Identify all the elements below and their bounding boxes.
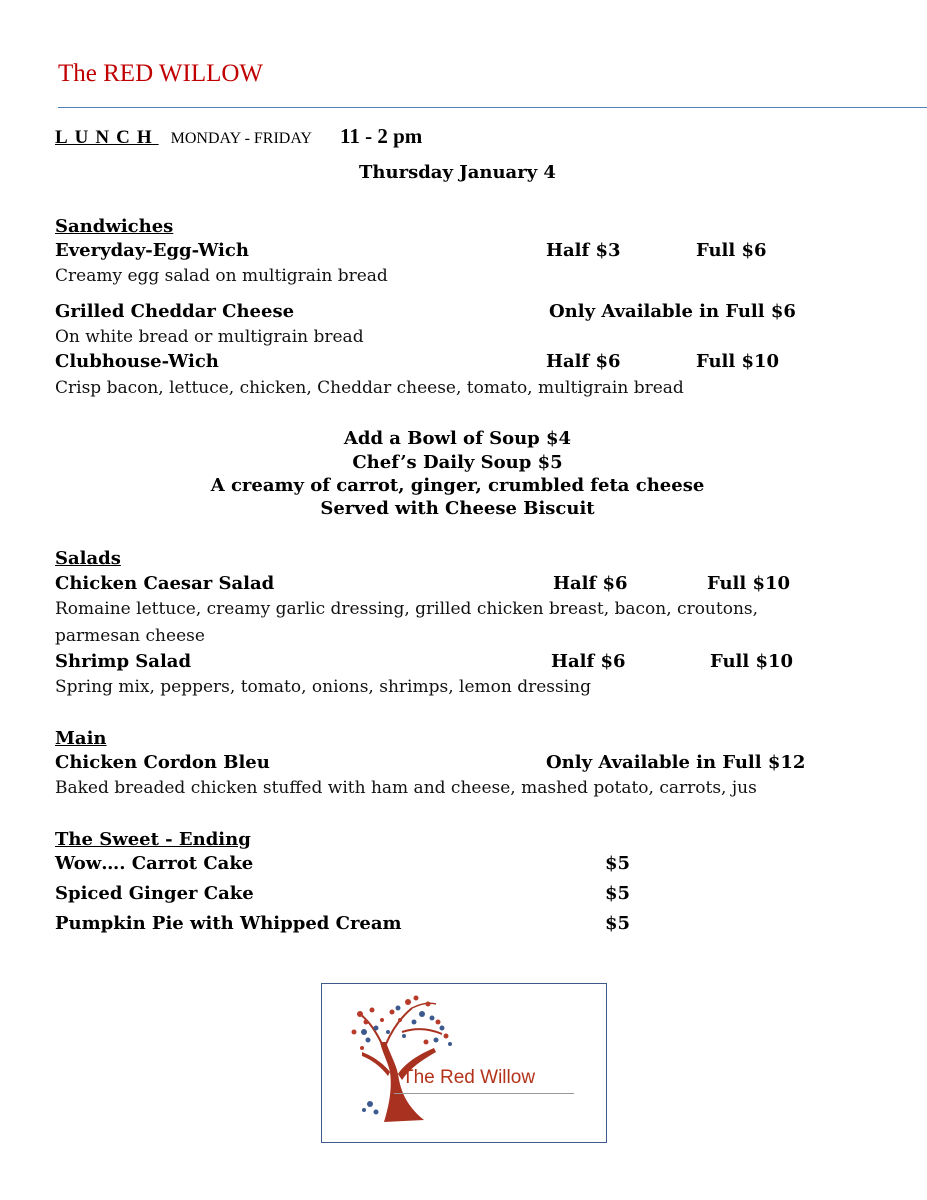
menu-item-name: Clubhouse-Wich	[55, 351, 219, 372]
full-only-price: Only Available in Full $6	[549, 301, 796, 322]
logo-text: The Red Willow	[402, 1067, 536, 1088]
dessert-price: $5	[605, 853, 631, 874]
dessert-name: Wow…. Carrot Cake	[55, 853, 254, 874]
section-title-sandwiches: Sandwiches	[55, 216, 174, 237]
menu-item-description: On white bread or multigrain bread	[55, 327, 364, 347]
menu-item-description: Creamy egg salad on multigrain bread	[55, 266, 388, 286]
half-price: Half $6	[546, 351, 621, 372]
full-price: Full $6	[696, 240, 767, 261]
lunch-hours: 11 - 2 pm	[339, 124, 423, 148]
half-price: Half $6	[553, 573, 628, 594]
willow-tree-icon	[342, 992, 472, 1132]
logo-frame	[321, 983, 607, 1143]
menu-item-description: Baked breaded chicken stuffed with ham and cheese, mashed potato, carrots, jus	[55, 778, 757, 798]
menu-item-description: parmesan cheese	[55, 626, 205, 646]
full-price: Full $10	[696, 351, 780, 372]
dessert-price: $5	[605, 913, 631, 934]
section-title-main: Main	[55, 728, 107, 749]
lunch-hours-line	[55, 124, 422, 149]
section-title-sweets: The Sweet - Ending	[55, 829, 251, 850]
menu-item-description: Crisp bacon, lettuce, chicken, Cheddar cheese, tomato, multigrain bread	[55, 378, 684, 398]
dessert-name: Spiced Ginger Cake	[55, 883, 254, 904]
dessert-name: Pumpkin Pie with Whipped Cream	[55, 913, 402, 934]
menu-item-name: Chicken Cordon Bleu	[55, 752, 270, 773]
lunch-heading: LUNCH	[55, 127, 159, 148]
full-only-price: Only Available in Full $12	[546, 752, 806, 773]
menu-item-description: Romaine lettuce, creamy garlic dressing, grilled chicken breast, bacon, croutons,	[55, 599, 759, 619]
menu-date: Thursday January 4	[359, 162, 556, 183]
lunch-days: MONDAY - FRIDAY	[170, 130, 312, 147]
restaurant-name: The RED WILLOW	[58, 60, 264, 87]
menu-item-name: Shrimp Salad	[55, 651, 192, 672]
soup-add-line: Add a Bowl of Soup $4	[343, 428, 572, 449]
menu-item-name: Chicken Caesar Salad	[55, 573, 275, 594]
menu-item-description: Spring mix, peppers, tomato, onions, shrimps, lemon dressing	[55, 677, 591, 697]
soup-description: A creamy of carrot, ginger, crumbled feta cheese	[210, 475, 705, 496]
half-price: Half $6	[551, 651, 626, 672]
soup-served-with: Served with Cheese Biscuit	[320, 498, 595, 519]
half-price: Half $3	[546, 240, 621, 261]
full-price: Full $10	[710, 651, 794, 672]
header-divider	[58, 107, 927, 108]
menu-item-name: Grilled Cheddar Cheese	[55, 301, 295, 322]
full-price: Full $10	[707, 573, 791, 594]
dessert-price: $5	[605, 883, 631, 904]
daily-soup-line: Chef’s Daily Soup $5	[352, 452, 563, 473]
menu-item-name: Everyday-Egg-Wich	[55, 240, 249, 261]
section-title-salads: Salads	[55, 548, 121, 569]
logo-underline	[394, 1093, 574, 1094]
